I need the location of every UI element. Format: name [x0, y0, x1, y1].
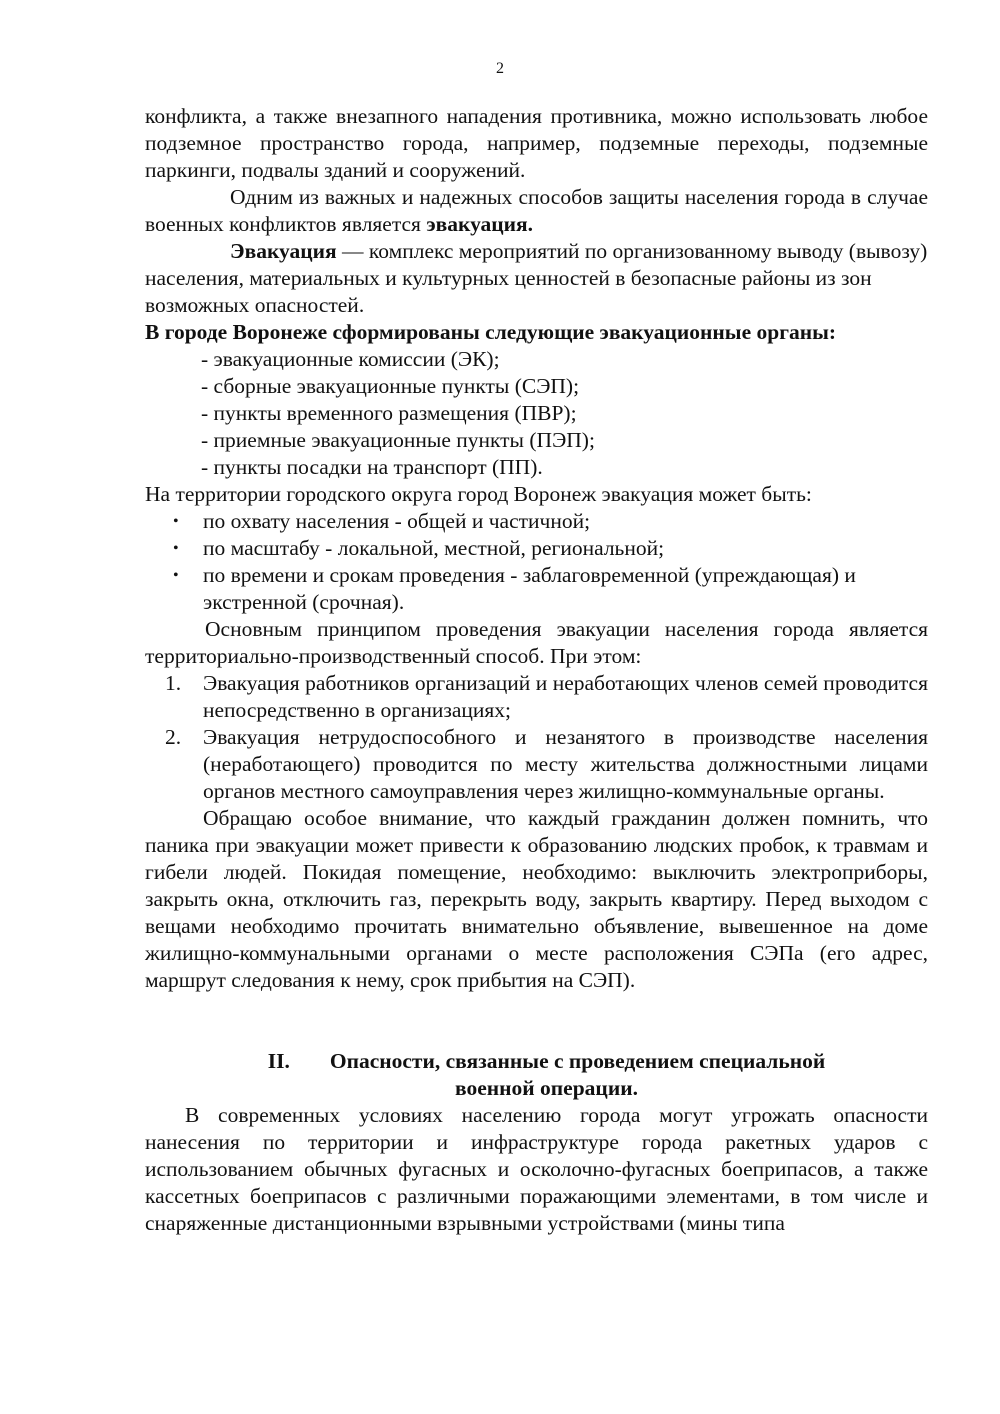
- paragraph-text: Одним из важных и надежных способов защиты населения города в случае военных конфликтов является: [145, 185, 928, 236]
- paragraph-shelters: конфликта, а также внезапного нападения противника, можно использовать любое подземное пространство города, например, подземные переходы, подземные паркинги, подвалы зданий и сооружений.: [145, 104, 928, 182]
- list-item-text: Эвакуация нетрудоспособного и незанятого в производстве населения (неработающего) проводится по месту жительства должностными лицами органов местного самоуправления через жилищно-коммунальные органы.: [203, 725, 928, 803]
- list-item-text: Эвакуация работников организаций и неработающих членов семей проводится непосредственно в организациях;: [203, 671, 928, 722]
- list-item: [173, 535, 928, 562]
- list-item: - сборные эвакуационные пункты (СЭП);: [201, 374, 580, 398]
- list-item: - приемные эвакуационные пункты (ПЭП);: [201, 428, 595, 452]
- definition-text: — комплекс мероприятий по организованному выводу (вывозу) населения, материальных и культурных ценностей в безопасные районы из зон возможных опасностей.: [145, 239, 928, 317]
- list-item: - пункты временного размещения (ПВР);: [201, 401, 577, 425]
- page-number: 2: [496, 60, 504, 77]
- list-item: - эвакуационные комиссии (ЭК);: [201, 347, 500, 371]
- bold-term: Эвакуация: [230, 239, 337, 263]
- evac-bodies-heading: В городе Воронеже сформированы следующие эвакуационные органы:: [145, 320, 837, 344]
- paragraph-dangers: В современных условиях населению города могут угрожать опасности нанесения по территории и инфраструктуре города ракетных ударов с использованием обычных фугасных и осколочно-фугасных боеприпасов, а также кассетных боеприпасов с различными поражающими элементами, в том числе и снаряженные дистанционными взрывными устройствами (мины типа: [145, 1103, 928, 1235]
- list-number: 2.: [165, 725, 182, 749]
- evac-types-list: [145, 508, 928, 616]
- section-title-line1: Опасности, связанные с проведением специальной: [329, 1049, 826, 1073]
- list-item: [165, 670, 928, 724]
- bullet-icon: •: [173, 567, 179, 584]
- list-item: [165, 724, 928, 805]
- list-item: - пункты посадки на транспорт (ПП).: [201, 455, 543, 479]
- paragraph-principle: Основным принципом проведения эвакуации населения города является территориально-производственный способ. При этом:: [145, 617, 928, 668]
- evac-types-intro: На территории городского округа город Воронеж эвакуация может быть:: [145, 482, 812, 506]
- section-number: II.: [267, 1049, 290, 1073]
- section-title-line2: военной операции.: [455, 1076, 638, 1100]
- paragraph-attention: Обращаю особое внимание, что каждый гражданин должен помнить, что паника при эвакуации может привести к образованию людских пробок, к травмам и гибели людей. Покидая помещение, необходимо: выключить электроприборы, закрыть окна, отключить газ, перекрыть воду, закрыть квартиру. Перед выходом с вещами необходимо прочитать внимательно объявление, вывешенное на доме жилищно-коммунальными органами о месте расположения СЭПа (его адрес, маршрут следования к нему, срок прибытия на СЭП).: [145, 806, 928, 992]
- bold-term: эвакуация.: [426, 212, 534, 236]
- bullet-icon: •: [173, 540, 179, 557]
- list-item-text: по охвату населения - общей и частичной;: [203, 509, 591, 533]
- list-item: [173, 562, 928, 616]
- list-item: [173, 508, 928, 535]
- principle-list: [145, 670, 928, 805]
- paragraph-evacuation-intro: [145, 184, 928, 238]
- list-number: 1.: [165, 671, 182, 695]
- evac-bodies-list: [145, 346, 928, 481]
- list-item-text: по времени и срокам проведения - заблаговременной (упреждающая) и экстренной (срочная).: [203, 563, 856, 614]
- section-title: [145, 1048, 928, 1075]
- spacer: [145, 994, 928, 1048]
- paragraph-evacuation-definition: [145, 238, 928, 319]
- list-item-text: по масштабу - локальной, местной, региональной;: [203, 536, 665, 560]
- document-body: [145, 103, 928, 1237]
- bullet-icon: •: [173, 513, 179, 530]
